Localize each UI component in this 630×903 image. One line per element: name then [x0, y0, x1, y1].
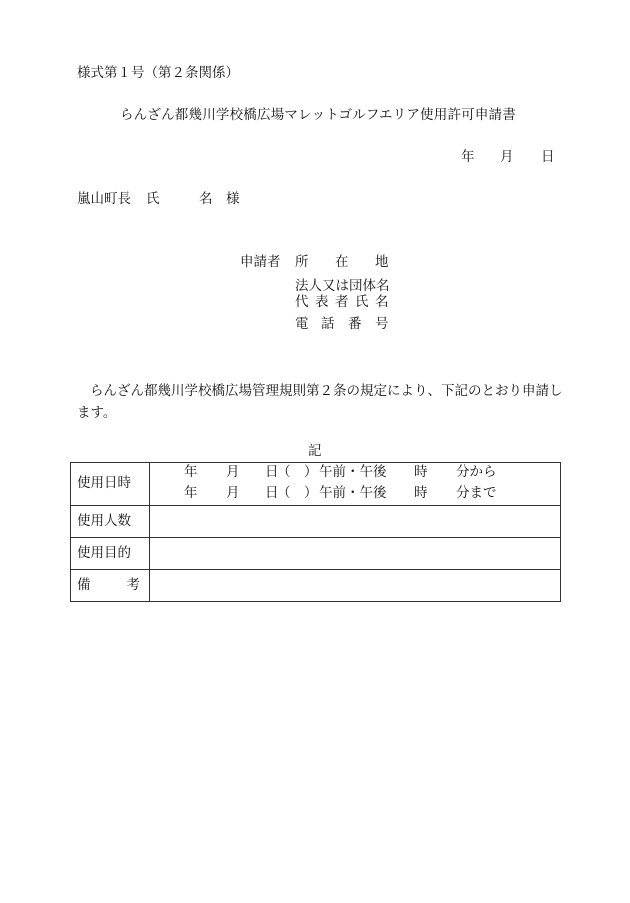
addressee-shi: 氏	[146, 191, 160, 207]
phone-char-1: 電	[295, 316, 309, 332]
usage-datetime-cell[interactable]	[150, 463, 561, 506]
corporation-name-label: 法人又は団体名	[295, 278, 390, 294]
addressee-mei: 名	[199, 191, 213, 207]
date-year: 年	[461, 149, 475, 165]
remarks-char-2: 考	[126, 576, 140, 593]
rep-char-5: 名	[375, 294, 389, 310]
from-hour: 時	[414, 464, 428, 480]
addressee-prefix: 嵐山町長	[77, 191, 131, 207]
table-row	[71, 570, 561, 602]
from-minute: 分から	[456, 464, 497, 480]
usage-purpose-label: 使用目的	[71, 538, 150, 570]
rep-char-2: 表	[315, 294, 329, 310]
to-hour: 時	[414, 485, 428, 501]
address-char-1: 所	[295, 254, 309, 270]
date-month: 月	[500, 149, 514, 165]
phone-char-2: 話	[321, 316, 335, 332]
remarks-label	[71, 570, 150, 602]
usage-people-cell[interactable]	[150, 506, 561, 538]
remarks-cell[interactable]	[150, 570, 561, 602]
rep-char-3: 者	[335, 294, 349, 310]
from-year: 年	[184, 464, 198, 480]
phone-char-3: 番	[348, 316, 362, 332]
rep-char-1: 代	[295, 294, 309, 310]
date-day: 日	[541, 149, 555, 165]
to-minute: 分まで	[456, 485, 497, 501]
to-year: 年	[184, 485, 198, 501]
from-day: 日	[265, 464, 279, 480]
table-row	[71, 463, 561, 506]
to-weekday-paren: （ ）	[277, 485, 318, 501]
to-day: 日	[265, 485, 279, 501]
rep-char-4: 氏	[355, 294, 369, 310]
datetime-to-line	[150, 484, 560, 505]
applicant-label: 申請者	[240, 254, 281, 270]
remarks-char-1: 備	[77, 576, 91, 593]
from-month: 月	[226, 464, 240, 480]
to-ampm: 午前・午後	[319, 485, 387, 501]
usage-people-label: 使用人数	[71, 506, 150, 538]
datetime-from-line	[150, 463, 560, 484]
table-row	[71, 506, 561, 538]
form-number: 様式第１号（第２条関係）	[77, 65, 239, 81]
application-statement: らんざん都幾川学校橋広場管理規則第２条の規定により、下記のとおり申請します。	[77, 383, 563, 421]
document-title: らんざん都幾川学校橋広場マレットゴルフエリア使用許可申請書	[120, 107, 516, 123]
from-weekday-paren: （ ）	[277, 464, 318, 480]
usage-datetime-label: 使用日時	[71, 463, 150, 506]
to-month: 月	[226, 485, 240, 501]
usage-table	[70, 462, 561, 602]
usage-purpose-cell[interactable]	[150, 538, 561, 570]
addressee-sama: 様	[226, 191, 240, 207]
address-char-2: 在	[335, 254, 349, 270]
phone-char-4: 号	[375, 316, 389, 332]
ki-heading: 記	[308, 443, 322, 459]
address-char-3: 地	[375, 254, 389, 270]
from-ampm: 午前・午後	[319, 464, 387, 480]
table-row	[71, 538, 561, 570]
